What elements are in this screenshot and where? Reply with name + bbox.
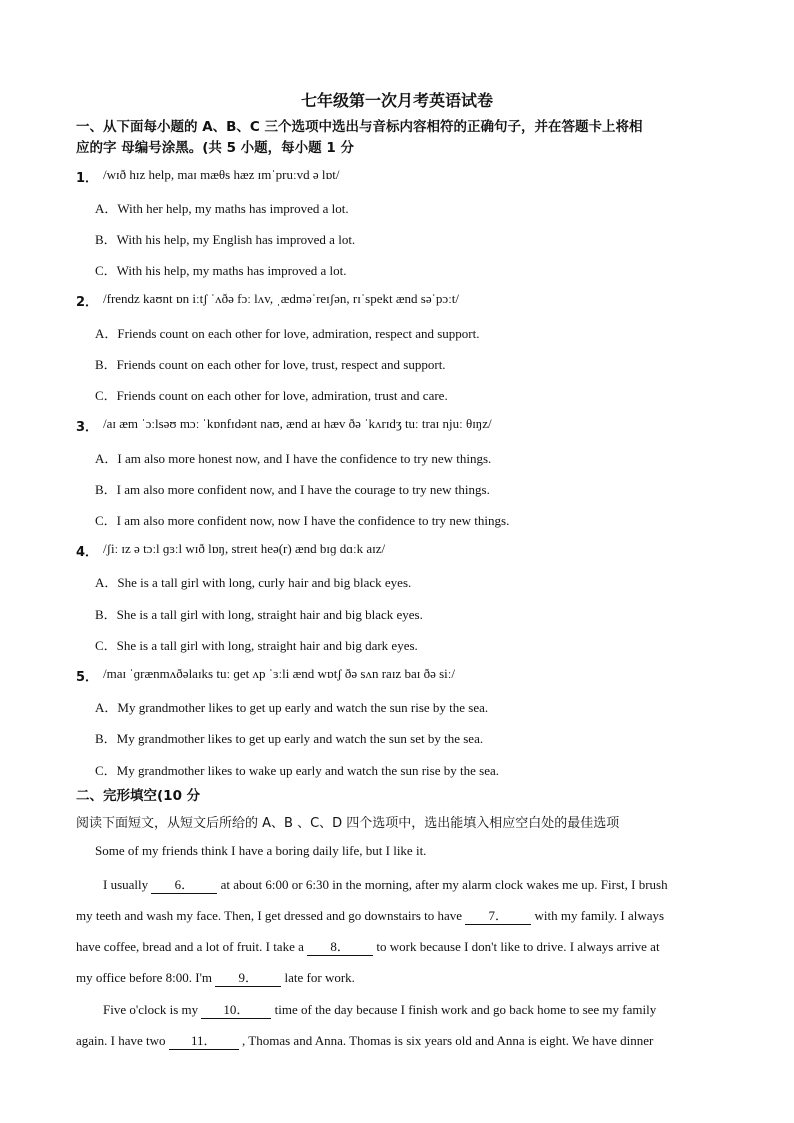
- option-b: B．I am also more confident now, and I have the courage to try new things.: [95, 482, 490, 497]
- option-a: A．With her help, my maths has improved a lot.: [95, 201, 349, 216]
- passage-line: [103, 874, 668, 894]
- passage-line: [76, 936, 660, 956]
- question-number: 2．: [76, 295, 99, 310]
- passage-text: , Thomas and Anna. Thomas is six years old and Anna is eight. We have dinner: [238, 1033, 654, 1048]
- answer-blank-10[interactable]: 10．: [201, 999, 271, 1019]
- answer-blank-6[interactable]: 6．: [151, 874, 217, 894]
- answer-blank-8[interactable]: 8．: [307, 936, 373, 956]
- option-c: C．She is a tall girl with long, straight hair and big dark eyes.: [95, 638, 418, 653]
- option-c: C．Friends count on each other for love, admiration, trust and care.: [95, 388, 448, 403]
- answer-blank-11[interactable]: 11．: [169, 1030, 239, 1050]
- option-c: C．My grandmother likes to wake up early and watch the sun rise by the sea.: [95, 763, 499, 778]
- question-number: 3．: [76, 420, 99, 435]
- option-a: A．Friends count on each other for love, admiration, respect and support.: [95, 326, 480, 341]
- question-number: 1．: [76, 171, 99, 186]
- passage-text: Five o'clock is my: [103, 1002, 202, 1017]
- question-phonetic: /ʃiː ɪz ə tɔːl ɡɜːl wɪð lɒŋ, streɪt heə(r) ænd bɪɡ dɑːk aɪz/: [103, 541, 386, 556]
- passage-text: again. I have two: [76, 1033, 169, 1048]
- option-a: A．She is a tall girl with long, curly hair and big black eyes.: [95, 575, 412, 590]
- option-b: B．With his help, my English has improved a lot.: [95, 232, 356, 247]
- passage-text: to work because I don't like to drive. I always arrive at: [373, 939, 660, 954]
- option-b: B．My grandmother likes to get up early and watch the sun set by the sea.: [95, 731, 484, 746]
- question-number: 4．: [76, 545, 99, 560]
- option-b: B．Friends count on each other for love, trust, respect and support.: [95, 357, 446, 372]
- passage-text: my teeth and wash my face. Then, I get dressed and go downstairs to have: [76, 908, 466, 923]
- section1-heading-line1: 一、从下面每小题的 A、B、C 三个选项中选出与音标内容相符的正确句子，并在答题卡上将相: [76, 119, 643, 135]
- passage-text: late for work.: [281, 970, 355, 985]
- question-phonetic: /aɪ æm ˈɔːlsəʊ mɔː ˈkɒnfɪdənt naʊ, ænd aɪ hæv ðə ˈkʌrɪdʒ tuː traɪ njuː θɪŋz/: [103, 416, 492, 431]
- option-c: C．I am also more confident now, now I have the confidence to try new things.: [95, 513, 510, 528]
- section1-heading-line2: 应的字 母编号涂黑。(共 5 小题，每小题 1 分: [76, 140, 354, 156]
- option-a: A．I am also more honest now, and I have the confidence to try new things.: [95, 451, 492, 466]
- section2-heading: 二、完形填空(10 分: [76, 788, 201, 804]
- answer-blank-9[interactable]: 9．: [215, 967, 281, 987]
- passage-text: have coffee, bread and a lot of fruit. I take a: [76, 939, 308, 954]
- answer-blank-7[interactable]: 7．: [465, 905, 531, 925]
- option-a: A．My grandmother likes to get up early and watch the sun rise by the sea.: [95, 700, 489, 715]
- page-title: 七年级第一次月考英语试卷: [300, 91, 493, 110]
- option-c: C．With his help, my maths has improved a lot.: [95, 263, 347, 278]
- passage-text: time of the day because I finish work and go back home to see my family: [271, 1002, 657, 1017]
- passage-line: [76, 967, 355, 987]
- section2-instruction: 阅读下面短文，从短文后所给的 A、B 、C、D 四个选项中，选出能填入相应空白处的最佳选项: [76, 816, 620, 831]
- question-phonetic: /frendz kaʊnt ɒn iːtʃ ˈʌðə fɔː lʌv, ˌædməˈreɪʃən, rɪˈspekt ænd səˈpɔːt/: [103, 291, 460, 306]
- passage-text: my office before 8:00. I'm: [76, 970, 216, 985]
- passage-text: with my family. I always: [531, 908, 665, 923]
- option-b: B．She is a tall girl with long, straight hair and big black eyes.: [95, 607, 423, 622]
- passage-text: I usually: [103, 877, 152, 892]
- question-phonetic: /wɪð hɪz help, maɪ mæθs hæz ɪmˈpruːvd ə lɒt/: [103, 167, 340, 182]
- passage-text: at about 6:00 or 6:30 in the morning, after my alarm clock wakes me up. First, I brush: [217, 877, 668, 892]
- passage-paragraph-1: Some of my friends think I have a boring daily life, but I like it.: [95, 843, 427, 858]
- question-phonetic: /maɪ ˈɡrænmʌðəlaɪks tuː ɡet ʌp ˈɜːli ænd wɒtʃ ðə sʌn raɪz baɪ ðə siː/: [103, 666, 456, 681]
- question-number: 5．: [76, 670, 99, 685]
- passage-line: [76, 1030, 653, 1050]
- passage-line: [76, 905, 664, 925]
- passage-line: [103, 999, 656, 1019]
